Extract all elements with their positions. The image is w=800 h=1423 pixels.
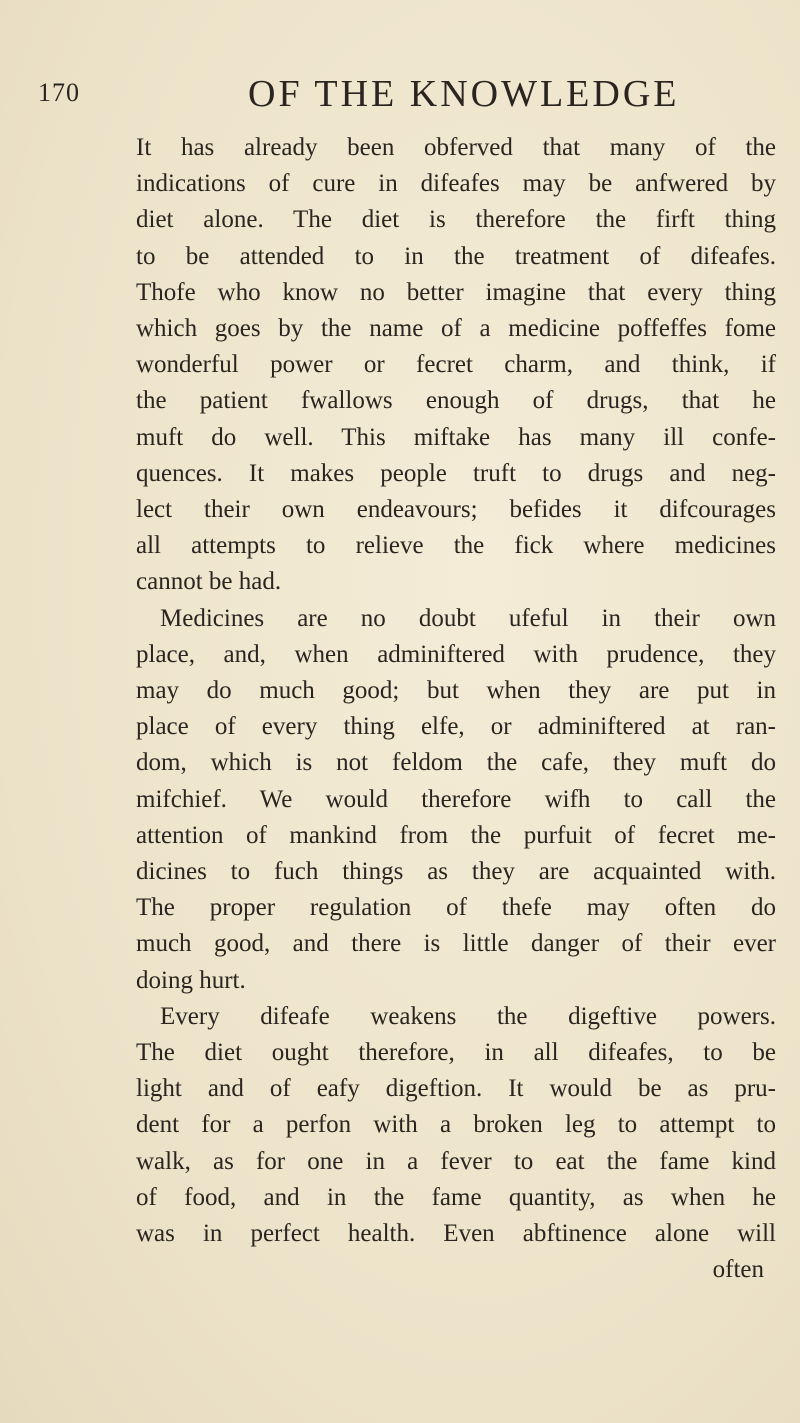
paragraph-1: [136, 130, 776, 601]
text-line: lect their own endeavours; befides it difcourages: [136, 496, 776, 524]
text-line: attention of mankind from the purfuit of fecret me-: [136, 821, 776, 849]
text-line: Medicines are no doubt ufeful in their own: [160, 604, 776, 632]
text-line: of food, and in the fame quantity, as when he: [136, 1183, 776, 1211]
text-line: dom, which is not feldom the cafe, they muft do: [136, 749, 776, 777]
page-header: [38, 72, 760, 122]
text-line: muft do well. This miftake has many ill confe-: [136, 423, 776, 451]
text-line: to be attended to in the treatment of difeafes.: [136, 242, 776, 270]
text-line: walk, as for one in a fever to eat the fame kind: [136, 1147, 776, 1175]
text-line: doing hurt.: [136, 966, 246, 994]
text-line: may do much good; but when they are put in: [136, 677, 776, 705]
text-line: mifchief. We would therefore wifh to call the: [136, 785, 776, 813]
paragraph-2: [136, 601, 776, 999]
catchword: often: [712, 1256, 764, 1284]
text-line: wonderful power or fecret charm, and think, if: [136, 351, 776, 379]
paragraph-3: [136, 999, 776, 1252]
text-line: diet alone. The diet is therefore the firft thing: [136, 206, 776, 234]
text-line: quences. It makes people truft to drugs and neg-: [136, 459, 776, 487]
text-line: Thofe who know no better imagine that every thing: [136, 278, 776, 306]
running-head: OF THE KNOWLEDGE: [248, 73, 680, 115]
text-line: Every difeafe weakens the digeftive powers.: [160, 1002, 776, 1030]
page-number: 170: [38, 78, 80, 107]
text-line: cannot be had.: [136, 568, 282, 596]
text-line: dicines to fuch things as they are acquainted with.: [136, 858, 776, 886]
text-line: much good, and there is little danger of their ever: [136, 930, 776, 958]
text-line: It has already been obferved that many of the: [136, 134, 776, 161]
text-line: the patient fwallows enough of drugs, that he: [136, 387, 776, 415]
body-text: [136, 130, 776, 1289]
text-line: The diet ought therefore, in all difeafes, to be: [136, 1039, 776, 1067]
text-line: indications of cure in difeafes may be anfwered by: [136, 170, 776, 198]
text-line: which goes by the name of a medicine poffeffes fome: [136, 315, 776, 343]
text-line: place, and, when adminiftered with prudence, they: [136, 640, 776, 668]
text-line: dent for a perfon with a broken leg to attempt to: [136, 1111, 776, 1139]
text-line: place of every thing elfe, or adminiftered at ran-: [136, 713, 776, 741]
text-line: The proper regulation of thefe may often do: [136, 894, 776, 922]
text-line: all attempts to relieve the fick where medicines: [136, 532, 776, 560]
text-line: was in perfect health. Even abftinence alone will: [136, 1220, 776, 1248]
text-line: light and of eafy digeftion. It would be as pru-: [136, 1075, 776, 1103]
